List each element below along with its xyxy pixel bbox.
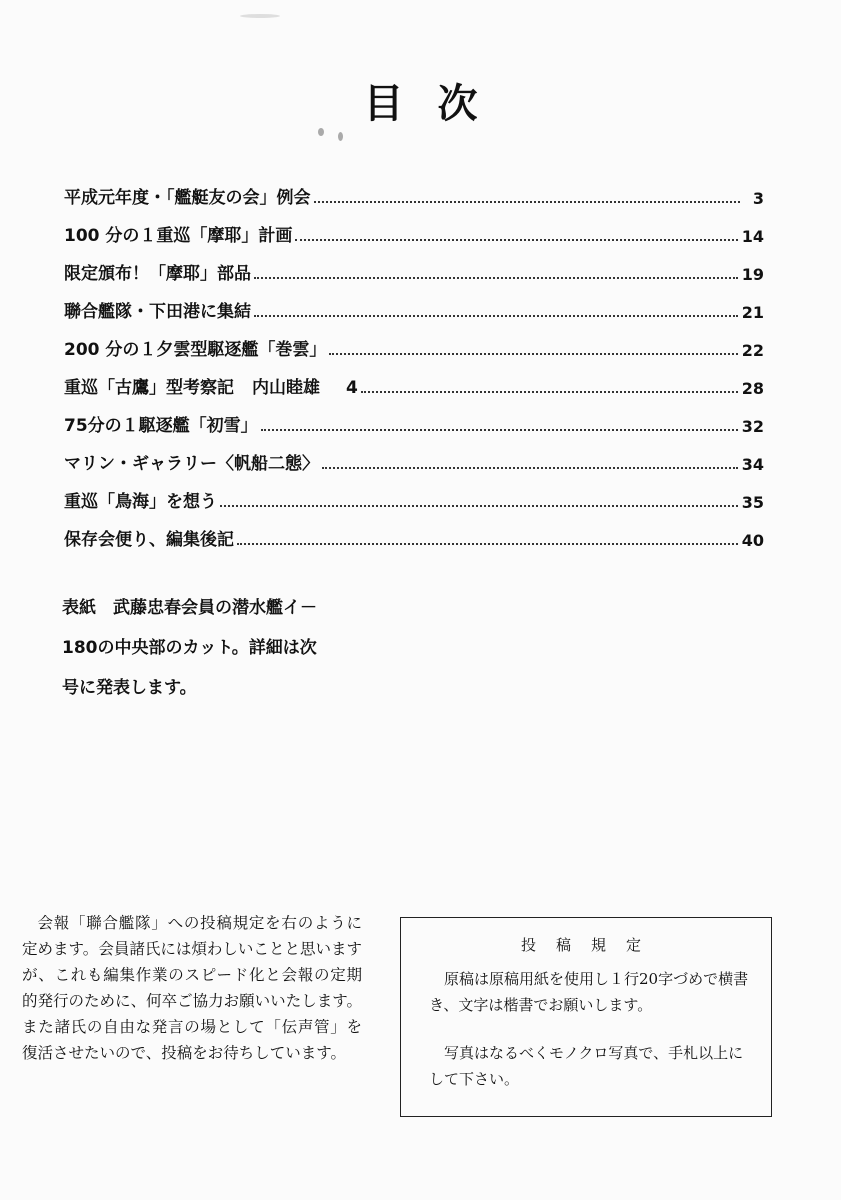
- toc-entry[interactable]: [64, 170, 764, 208]
- dot-leader: [329, 353, 737, 355]
- dot-leader: [254, 315, 738, 317]
- toc-page: 34: [741, 455, 764, 474]
- dot-leader: [254, 277, 738, 279]
- toc-issue-number: 4: [346, 378, 358, 398]
- toc-title: マリン・ギャラリー〈帆船二態〉: [64, 454, 319, 474]
- dot-leader: [322, 467, 738, 469]
- toc-page: 19: [741, 265, 764, 284]
- toc-page: 3: [752, 189, 764, 208]
- dot-leader: [361, 391, 738, 393]
- toc-title: 重巡「古鷹」型考察記: [64, 378, 234, 398]
- toc-page: 14: [741, 227, 764, 246]
- dot-leader: [295, 239, 737, 241]
- toc-author: 内山睦雄: [252, 378, 320, 398]
- toc-title: 75分の１駆逐艦「初雪」: [64, 416, 258, 436]
- cover-caption-line: 号に発表します。: [62, 678, 197, 698]
- toc-title: 保存会便り、編集後記: [64, 530, 234, 550]
- rules-title: 投稿規定: [520, 936, 661, 954]
- cover-caption-line: 180の中央部のカット。詳細は次: [62, 638, 317, 658]
- toc-entry[interactable]: [64, 436, 764, 474]
- page-title: 目次: [363, 81, 512, 127]
- dot-leader: [314, 201, 741, 203]
- toc-page: 32: [741, 417, 764, 436]
- toc-entry[interactable]: [64, 512, 764, 550]
- submission-rules-box: [400, 917, 772, 1117]
- scan-speck: [338, 132, 343, 141]
- toc-title: 100 分の１重巡「摩耶」計画: [64, 226, 293, 246]
- toc-entry[interactable]: [64, 322, 764, 360]
- cover-caption-line: 表紙 武藤忠春会員の潜水艦イ－: [62, 598, 317, 618]
- toc-entry[interactable]: [64, 284, 764, 322]
- rules-paragraph: 写真はなるべくモノクロ写真で、手札以上にして下さい。: [429, 1044, 744, 1088]
- toc-title: 限定頒布！「摩耶」部品: [64, 264, 251, 284]
- dot-leader: [261, 429, 738, 431]
- rules-paragraph: 原稿は原稿用紙を使用し１行20字づめで横書き、文字は楷書でお願いします。: [429, 970, 749, 1014]
- submission-notice: 会報「聯合艦隊」への投稿規定を右のように定めます。会員諸氏には煩わしいことと思いますが、これも編集作業のスピード化と会報の定期的発行のために、何卒ご協力お願いいたします。また諸氏の自由な発言の場として「伝声管」を復活させたいので、投稿をお待ちしています。: [22, 914, 362, 1062]
- dot-leader: [220, 505, 738, 507]
- toc-page: 40: [741, 531, 764, 550]
- toc-page: 35: [741, 493, 764, 512]
- toc-title: 平成元年度・「艦艇友の会」例会: [64, 188, 311, 208]
- toc-page: 21: [741, 303, 764, 322]
- toc-title: 聯合艦隊・下田港に集結: [64, 302, 251, 322]
- table-of-contents: [64, 170, 764, 550]
- toc-entry[interactable]: [64, 246, 764, 284]
- toc-page: 28: [741, 379, 764, 398]
- dot-leader: [237, 543, 738, 545]
- toc-page: 22: [741, 341, 764, 360]
- toc-entry[interactable]: [64, 398, 764, 436]
- toc-title: 重巡「鳥海」を想う: [64, 492, 217, 512]
- toc-entry[interactable]: [64, 208, 764, 246]
- cover-caption: [62, 588, 362, 708]
- toc-title: 200 分の１夕雲型駆逐艦「巻雲」: [64, 340, 327, 360]
- scan-speck: [240, 14, 280, 18]
- toc-entry[interactable]: [64, 360, 764, 398]
- scan-speck: [318, 128, 324, 136]
- toc-entry[interactable]: [64, 474, 764, 512]
